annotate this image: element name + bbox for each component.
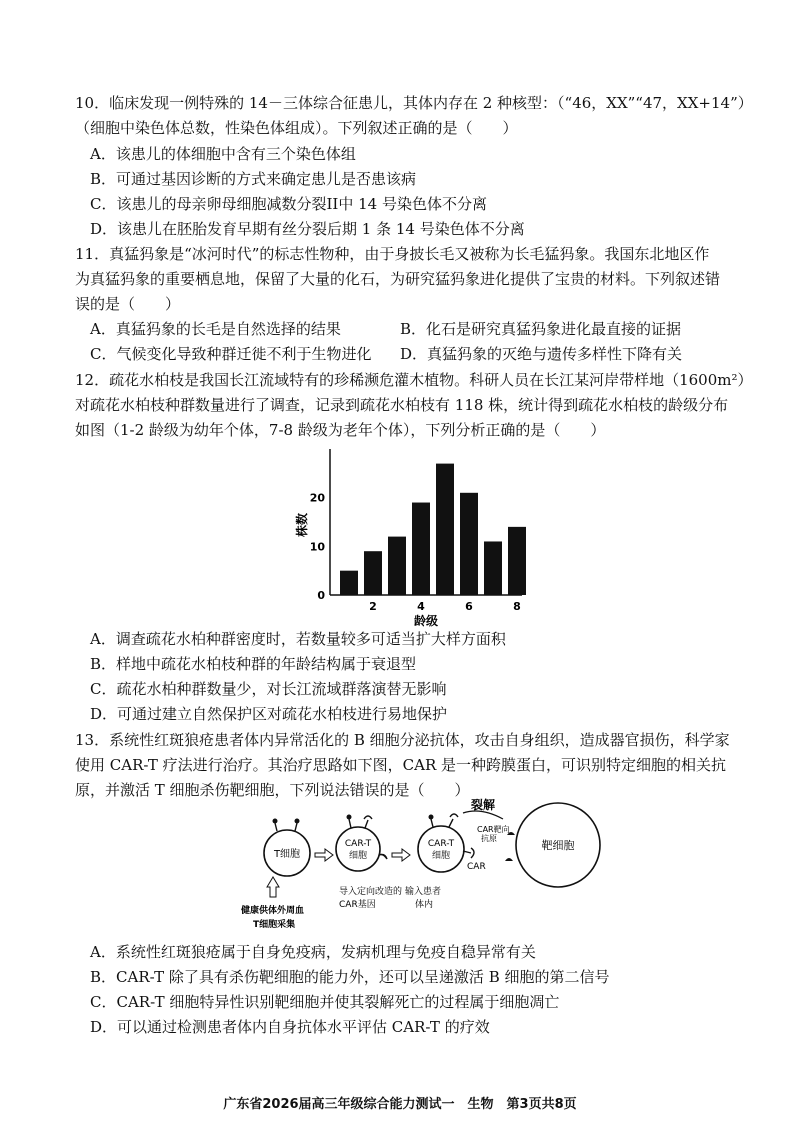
page-footer: 广东省2026届高三年级综合能力测试一 生物 第3页共8页: [223, 1097, 577, 1112]
q10-stem-line2: （细胞中染色体总数，性染色体组成）。下列叙述正确的是（ ）: [75, 119, 518, 137]
t-cell-receptor-head-1: [273, 819, 278, 824]
q13-option-a: A．系统性红斑狼疮属于自身免疫病，发病机理与免疫自稳异常有关: [90, 943, 536, 961]
q11-option-d: D．真猛犸象的灭绝与遗传多样性下降有关: [400, 345, 683, 363]
bar-age-class-7: [484, 541, 502, 595]
x-tick-label: 4: [417, 600, 425, 613]
antigen-label-2: 抗原: [481, 834, 497, 843]
source-label-a: 健康供体外周血: [241, 906, 305, 916]
t-cell-receptor-head-2: [295, 819, 300, 824]
car-t2-receptor-head: [429, 815, 434, 820]
bar-age-class-6: [460, 493, 478, 595]
q13-stem-line3: 原，并激活 T 细胞杀伤靶细胞，下列说法错误的是（ ）: [75, 781, 470, 799]
step2-label-b: 体内: [415, 900, 434, 910]
q11-stem-line2: 为真猛犸象的重要栖息地，保留了大量的化石，为研究猛犸象进化提供了宝贵的材料。下列叙述错: [75, 270, 721, 288]
y-tick-label: 10: [309, 540, 325, 554]
t-cell-receptor-1: [275, 823, 277, 831]
q11-stem-line3: 误的是（ ）: [75, 295, 181, 313]
q12-option-b: B．样地中疏花水柏枝种群的年龄结构属于衰退型: [90, 655, 417, 673]
car-t1-side-car: [379, 855, 387, 860]
car-label: CAR: [467, 862, 486, 872]
car-t-diagram: [241, 795, 605, 935]
bar-age-class-1: [340, 571, 358, 595]
step1-label-b: CAR基因: [339, 900, 376, 910]
q13-stem-line2: 使用 CAR-T 疗法进行治疗。其治疗思路如下图，CAR 是一种跨膜蛋白，可识别特定细胞的相关抗: [75, 756, 727, 774]
x-tick-label: 2: [369, 600, 377, 613]
car-t1-car: [365, 820, 368, 828]
y-tick-label: 20: [309, 491, 325, 505]
antigen-label-1: CAR靶向: [477, 825, 510, 834]
arrow-1: [315, 849, 333, 861]
t-cell-label: T细胞: [273, 849, 301, 860]
car-t-cell-1-label: CAR-T: [344, 839, 372, 849]
car-t-cell-2-circle: [418, 826, 464, 872]
t-cell-receptor-2: [295, 823, 297, 831]
car-t-cell-1-circle: [336, 827, 380, 871]
q10-option-a: A．该患儿的体细胞中含有三个染色体组: [90, 145, 356, 163]
bar-age-class-8: [508, 527, 526, 595]
bar-age-class-4: [412, 503, 430, 595]
y-axis-label: 株数: [295, 512, 309, 538]
q10-option-c: C．该患儿的母亲卵母细胞减数分裂II中 14 号染色体不分离: [90, 195, 487, 213]
bar-age-class-2: [364, 551, 382, 595]
source-label-b: T细胞采集: [253, 920, 296, 930]
car-t1-car-head: [364, 816, 372, 819]
car-t2-car-head-2: [471, 848, 474, 858]
lysis-label: 裂解: [471, 798, 496, 812]
target-antigen-2: [505, 858, 513, 861]
q12-option-c: C．疏花水柏种群数量少，对长江流域群落演替无影响: [90, 680, 447, 698]
q13-option-d: D．可以通过检测患者体内自身抗体水平评估 CAR-T 的疗效: [90, 1018, 490, 1036]
step1-label-a: 导入定向改造的: [339, 887, 403, 897]
y-tick-label: 0: [317, 589, 325, 602]
car-t1-receptor-head-1: [347, 815, 352, 820]
car-t2-receptor-1: [431, 819, 433, 827]
x-tick-label: 8: [513, 600, 521, 613]
lysis-arrow: [463, 811, 503, 819]
car-t2-car-1: [449, 819, 453, 827]
q10-option-b: B．可通过基因诊断的方式来确定患儿是否患该病: [90, 170, 417, 188]
target-cell-label: 靶细胞: [541, 839, 575, 852]
car-t-cell-2-label-b: 细胞: [431, 851, 451, 861]
q13-option-c: C．CAR-T 细胞特异性识别靶细胞并使其裂解死亡的过程属于细胞凋亡: [90, 993, 560, 1011]
q12-option-a: A．调查疏花水柏种群密度时，若数量较多可适当扩大样方面积: [90, 630, 506, 648]
x-axis-label: 龄级: [413, 614, 439, 628]
q12-option-d: D．可通过建立自然保护区对疏花水柏枝进行易地保护: [90, 705, 448, 723]
q13-stem-line1: 13．系统性红斑狼疮患者体内异常活化的 B 细胞分泌抗体，攻击自身组织，造成器官损伤，科学家: [75, 731, 730, 749]
bar-age-class-5: [436, 464, 454, 595]
q10-stem-line1: 10．临床发现一例特殊的 14－三体综合征患儿，其体内存在 2 种核型：（“46，XX”“47，XX+14”）: [75, 94, 753, 112]
step2-label-a: 输入患者: [405, 887, 442, 897]
q12-stem-line2: 对疏花水柏枝种群数量进行了调查，记录到疏花水柏枝有 118 株，统计得到疏花水柏枝的龄级分布: [75, 396, 729, 414]
q11-option-a: A．真猛犸象的长毛是自然选择的结果: [90, 320, 341, 338]
car-t-cell-1-label-b: 细胞: [348, 851, 368, 861]
q11-option-c: C．气候变化导致种群迁徙不利于生物进化: [90, 345, 372, 363]
q11-stem-line1: 11．真猛犸象是“冰河时代”的标志性物种，由于身披长毛又被称为长毛猛犸象。我国东北地区作: [75, 245, 710, 263]
q11-option-b: B．化石是研究真猛犸象进化最直接的证据: [400, 320, 682, 338]
q12-stem-line3: 如图（1-2 龄级为幼年个体，7-8 龄级为老年个体），下列分析正确的是（ ）: [75, 421, 606, 439]
q10-option-d: D．该患儿在胚胎发育早期有丝分裂后期 1 条 14 号染色体不分离: [90, 220, 525, 238]
q12-stem-line1: 12．疏花水柏枝是我国长江流域特有的珍稀濒危灌木植物。科研人员在长江某河岸带样地（1600m²）: [75, 371, 753, 389]
source-arrow: [267, 877, 279, 897]
arrow-2: [392, 849, 410, 861]
age-class-bar-chart: [290, 445, 530, 630]
x-tick-label: 6: [465, 600, 473, 613]
bar-age-class-3: [388, 537, 406, 595]
car-t2-car-head-1: [450, 814, 458, 817]
car-t1-receptor-1: [349, 819, 351, 828]
car-t-cell-2-label: CAR-T: [427, 839, 455, 849]
q13-option-b: B．CAR-T 除了具有杀伤靶细胞的能力外，还可以呈递激活 B 细胞的第二信号: [90, 968, 610, 986]
